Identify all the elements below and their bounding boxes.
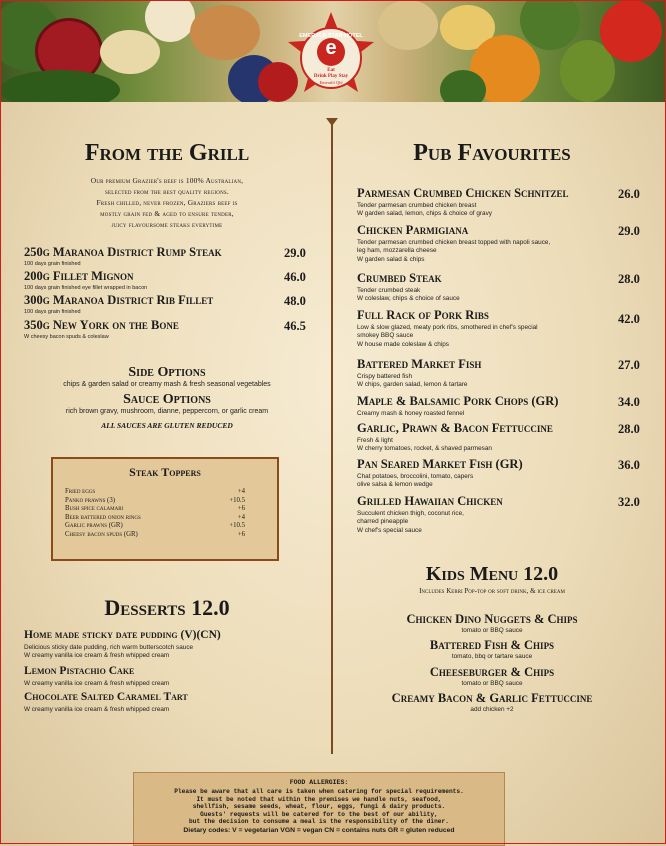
dessert-desc: Delicious sticky date pudding, rich warm butterscotch sauce: [24, 644, 194, 651]
pub-item-price: 34.0: [618, 395, 640, 409]
pub-item-desc: Tender parmesan crumbed chicken breast topped with napoli sauce, leg ham, mozzarella cheese W garden salad & chips: [357, 239, 551, 263]
grill-item-desc: W cheesy bacon spuds & coleslaw: [24, 334, 109, 340]
logo-tag-2: Drink Play Stay: [313, 74, 349, 79]
pub-item-desc: Chat potatoes, broccolini, tomato, capers olive salsa & lemon wedge: [357, 473, 474, 489]
dietary-codes: Dietary codes: V = vegetarian VGN = vegan CN = contains nuts GR = gluten reduced: [183, 827, 455, 834]
dessert-desc: W creamy vanilla ice cream & fresh whipped cream: [24, 680, 170, 687]
pub-item-price: 32.0: [618, 495, 640, 509]
kids-title: Kids Menu 12.0: [425, 563, 559, 585]
topper-price: +10.5: [229, 522, 245, 530]
grill-intro: Our premium Grazier's beef is 100% Australian, selected from the best quality regions. Fresh chilled, never frozen, Graziers beef is mostly grain fed & aged to ensure tender, juicy flavoursome steaks everytime: [90, 176, 244, 229]
kids-item-name: Cheeseburger & Chips: [429, 665, 555, 679]
toppers-prices: [213, 488, 245, 540]
hotel-logo: [282, 10, 380, 102]
column-divider: [331, 124, 333, 754]
pub-item-price: 42.0: [618, 312, 640, 326]
kids-item-desc: tomato or BBQ sauce: [461, 680, 523, 687]
grill-item-name: 200g Fillet Mignon: [24, 269, 134, 283]
pub-item-name: Pan Seared Market Fish (GR): [357, 457, 523, 471]
kids-item-name: Battered Fish & Chips: [429, 638, 555, 652]
grill-item-name: 350g New York on the Bone: [24, 318, 179, 332]
toppers-title: Steak Toppers: [129, 465, 201, 479]
kids-item-desc: add chicken +2: [470, 706, 514, 713]
pub-item-desc: Tender crumbed steak W coleslaw, chips & choice of sauce: [357, 287, 460, 303]
sauce-options-title: Sauce Options: [123, 392, 211, 407]
kids-item-name: Chicken Dino Nuggets & Chips: [406, 612, 578, 626]
topper-name: Garlic prawns (GR): [65, 522, 123, 530]
topper-price: +6: [237, 530, 245, 538]
topper-name: Fried eggs: [65, 488, 96, 495]
pub-item-name: Crumbed Steak: [357, 271, 442, 285]
side-options-title: Side Options: [128, 365, 206, 380]
dessert-name: Lemon Pistachio Cake: [24, 665, 135, 677]
grill-item-name: 250g Maranoa District Rump Steak: [24, 245, 222, 259]
topper-name: Bush spice calamari: [65, 505, 124, 513]
pub-item-name: Full Rack of Pork Ribs: [357, 308, 489, 322]
side-options-desc: chips & garden salad or creamy mash & fresh seasonal vegetables: [63, 381, 271, 388]
gluten-note: ALL SAUCES ARE GLUTEN REDUCED: [101, 421, 233, 430]
grill-item-desc: 100 days grain finished eye fillet wrapped in bacon: [24, 285, 148, 291]
pub-item-price: 28.0: [618, 422, 640, 436]
pub-item-desc: Tender parmesan crumbed chicken breast W garden salad, lemon, chips & choice of gravy: [357, 202, 492, 218]
topper-name: Beer battered onion rings: [65, 513, 141, 521]
pub-item-price: 36.0: [618, 458, 640, 472]
logo-tag-1: Eat: [327, 68, 335, 73]
logo-tag-3: Emerald Qld: [319, 80, 343, 85]
pub-item-price: 29.0: [618, 224, 640, 238]
dessert-desc: W creamy vanilla ice cream & fresh whipped cream: [24, 706, 170, 713]
topper-name: Cheesy bacon spuds (GR): [65, 530, 138, 538]
pub-item-desc: Creamy mash & honey roasted fennel: [357, 410, 465, 417]
kids-item-desc: tomato, bbq or tartare sauce: [451, 653, 533, 660]
pub-item-desc: Low & slow glazed, meaty pork ribs, smothered in chef's special smokey BBQ sauce W house made coleslaw & chips: [357, 324, 538, 348]
pub-item-name: Maple & Balsamic Pork Chops (GR): [357, 394, 559, 408]
topper-name: Panko prawns (3): [65, 496, 115, 504]
pub-title: Pub Favourites: [413, 140, 571, 166]
pub-item-price: 27.0: [618, 358, 640, 372]
pub-item-desc: Fresh & light W cherry tomatoes, rocket, & shaved parmesan: [357, 437, 492, 453]
pub-item-name: Battered Market Fish: [357, 357, 482, 371]
grill-title: From the Grill: [84, 140, 250, 166]
dessert-desc: W creamy vanilla ice cream & fresh whipped cream: [24, 652, 170, 659]
pub-item-name: Chicken Parmigiana: [357, 223, 469, 237]
kids-subtitle: Includes Kerri Pop-top or soft drink, & ice cream: [419, 587, 565, 595]
logo-brand: EMERALD STAR HOTEL: [299, 33, 363, 39]
grill-item-price: 29.0: [284, 246, 306, 260]
kids-item-name: Creamy Bacon & Garlic Fettuccine: [391, 691, 593, 705]
topper-price: +4: [237, 488, 245, 495]
pub-item-price: 28.0: [618, 272, 640, 286]
pub-item-desc: Succulent chicken thigh, coconut rice, charred pineapple W chef's special sauce: [357, 510, 464, 534]
pub-item-name: Grilled Hawaiian Chicken: [357, 494, 503, 508]
food-allergies-box: [133, 772, 505, 846]
pub-item-name: Parmesan Crumbed Chicken Schnitzel: [357, 186, 569, 200]
pub-item-desc: Crispy battered fish W chips, garden salad, lemon & tartare: [357, 373, 468, 389]
dessert-name: Chocolate Salted Caramel Tart: [24, 691, 188, 703]
logo-letter: e: [325, 37, 337, 59]
topper-price: +6: [237, 505, 245, 513]
allergies-title: FOOD ALLERGIES:: [289, 779, 349, 786]
grill-item-price: 46.0: [284, 270, 306, 284]
kids-item-desc: tomato or BBQ sauce: [461, 627, 523, 634]
grill-item-desc: 100 days grain finished: [24, 309, 81, 315]
pub-item-price: 26.0: [618, 187, 640, 201]
grill-item-name: 300g Maranoa District Rib Fillet: [24, 293, 214, 307]
pub-item-name: Garlic, Prawn & Bacon Fettuccine: [357, 421, 553, 435]
desserts-title: Desserts 12.0: [104, 595, 230, 620]
steak-toppers-box: [51, 457, 279, 561]
grill-item-price: 46.5: [284, 319, 306, 333]
topper-price: +4: [237, 513, 245, 521]
allergies-text: Please be aware that all care is taken when catering for special requirements. It must be noted that within the premises we handle nuts, seafood, shellfish, sesame seeds, wheat, flour, eggs, fungi & dairy products. Guests' requests will be catered for to the best of our ability, but the decision to consume a meal is the responsibility of the diner.: [174, 788, 464, 826]
grill-item-desc: 100 days grain finished: [24, 261, 81, 267]
grill-item-price: 48.0: [284, 294, 306, 308]
sauce-options-desc: rich brown gravy, mushroom, dianne, peppercorn, or garlic cream: [65, 408, 269, 415]
dessert-name: Home made sticky date pudding (V)(CN): [24, 629, 221, 641]
topper-price: +10.5: [229, 496, 245, 504]
